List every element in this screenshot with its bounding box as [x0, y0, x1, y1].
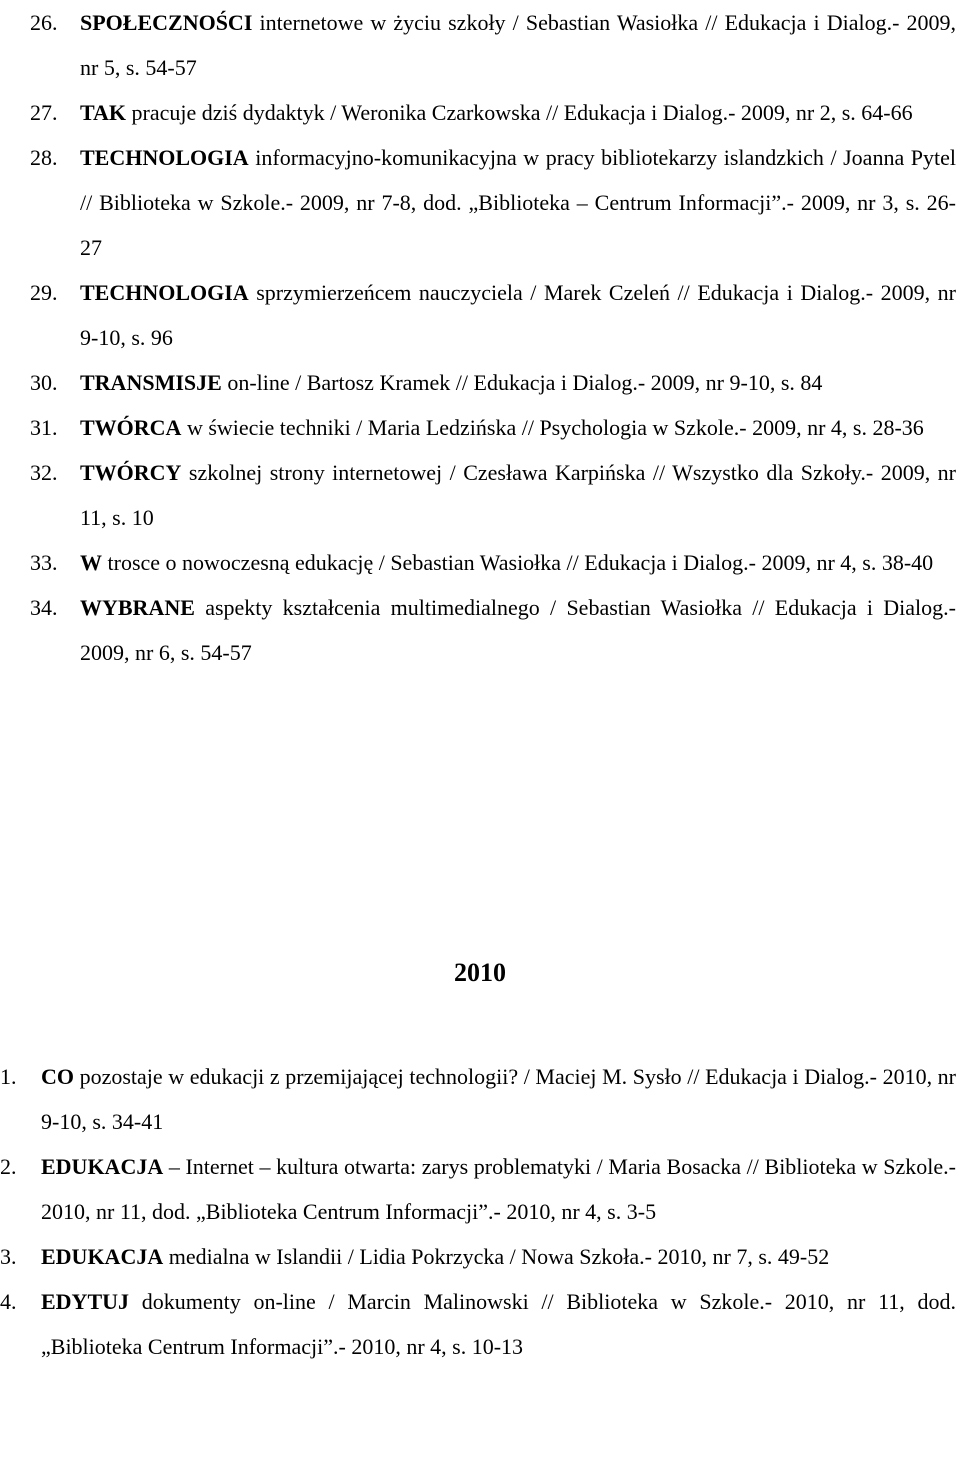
entry-keyword: TAK: [80, 100, 127, 125]
entry-citation: sprzymierzeńcem nauczyciela / Marek Czeleń // Edukacja i Dialog.- 2009, nr 9-10, s. 96: [80, 280, 956, 350]
entry-keyword: TECHNOLOGIA: [80, 280, 249, 305]
bib-entry-27: [30, 90, 956, 135]
entry-citation: – Internet – kultura otwarta: zarys problematyki / Maria Bosacka // Biblioteka w Szkole.- 2010, nr 11, dod. „Biblioteka Centrum Informacji”.- 2010, nr 4, s. 3-5: [41, 1154, 956, 1224]
bib-entry-32: [30, 450, 956, 540]
entry-citation: trosce o nowoczesną edukację / Sebastian Wasiołka // Edukacja i Dialog.- 2009, nr 4, s. 38-40: [102, 550, 934, 575]
year-heading: 2010: [454, 958, 506, 987]
entry-number: 31.: [30, 415, 58, 440]
entry-keyword: TECHNOLOGIA: [80, 145, 249, 170]
entry-number: 32.: [30, 460, 58, 485]
entry-keyword: TRANSMISJE: [80, 370, 222, 395]
entry-citation: w świecie techniki / Maria Ledzińska // Psychologia w Szkole.- 2009, nr 4, s. 28-36: [181, 415, 924, 440]
entry-keyword: TWÓRCY: [80, 460, 182, 485]
entry-number: 2.: [0, 1154, 17, 1179]
entry-keyword: EDUKACJA: [41, 1154, 164, 1179]
entry-citation: medialna w Islandii / Lidia Pokrzycka / Nowa Szkoła.- 2010, nr 7, s. 49-52: [163, 1244, 830, 1269]
entry-citation: aspekty kształcenia multimedialnego / Sebastian Wasiołka // Edukacja i Dialog.- 2009, nr 6, s. 54-57: [80, 595, 956, 665]
bib-entry-4: [0, 1279, 956, 1369]
bib-entry-34: [30, 585, 956, 675]
entry-number: 30.: [30, 370, 58, 395]
entry-keyword: WYBRANE: [80, 595, 195, 620]
entry-number: 3.: [0, 1244, 17, 1269]
bib-entry-28: [30, 135, 956, 270]
entry-keyword: SPOŁECZNOŚCI: [80, 10, 253, 35]
bib-entry-30: [30, 360, 956, 405]
entry-number: 26.: [30, 10, 58, 35]
entry-keyword: CO: [41, 1064, 74, 1089]
bib-entry-1: [0, 1054, 956, 1144]
entry-number: 28.: [30, 145, 58, 170]
entry-citation: on-line / Bartosz Kramek // Edukacja i Dialog.- 2009, nr 9-10, s. 84: [221, 370, 823, 395]
bib-entry-31: [30, 405, 956, 450]
entry-citation: szkolnej strony internetowej / Czesława Karpińska // Wszystko dla Szkoły.- 2009, nr 11, s. 10: [80, 460, 956, 530]
entry-citation: internetowe w życiu szkoły / Sebastian Wasiołka // Edukacja i Dialog.- 2009, nr 5, s. 54-57: [80, 10, 956, 80]
entry-number: 33.: [30, 550, 58, 575]
entry-number: 27.: [30, 100, 58, 125]
entry-keyword: TWÓRCA: [80, 415, 182, 440]
bibliography-2010: [0, 1054, 956, 1369]
bib-entry-2: [0, 1144, 956, 1234]
entry-keyword: W: [80, 550, 102, 575]
entry-keyword: EDUKACJA: [41, 1244, 164, 1269]
bib-entry-26: [30, 0, 956, 90]
entry-citation: dokumenty on-line / Marcin Malinowski // Biblioteka w Szkole.- 2010, nr 11, dod. „Biblioteka Centrum Informacji”.- 2010, nr 4, s. 10-13: [41, 1289, 956, 1359]
bib-entry-29: [30, 270, 956, 360]
bibliography-2009: [30, 0, 956, 675]
entry-number: 29.: [30, 280, 58, 305]
entry-number: 4.: [0, 1289, 17, 1314]
entry-citation: pozostaje w edukacji z przemijającej technologii? / Maciej M. Sysło // Edukacja i Dialog.- 2010, nr 9-10, s. 34-41: [41, 1064, 956, 1134]
bib-entry-3: [0, 1234, 956, 1279]
entry-keyword: EDYTUJ: [41, 1289, 130, 1314]
entry-citation: pracuje dziś dydaktyk / Weronika Czarkowska // Edukacja i Dialog.- 2009, nr 2, s. 64-66: [126, 100, 913, 125]
entry-number: 1.: [0, 1064, 17, 1089]
bib-entry-33: [30, 540, 956, 585]
entry-citation: informacyjno-komunikacyjna w pracy bibliotekarzy islandzkich / Joanna Pytel // Biblioteka w Szkole.- 2009, nr 7-8, dod. „Biblioteka – Centrum Informacji”.- 2009, nr 3, s. 26-27: [80, 145, 956, 260]
entry-number: 34.: [30, 595, 58, 620]
